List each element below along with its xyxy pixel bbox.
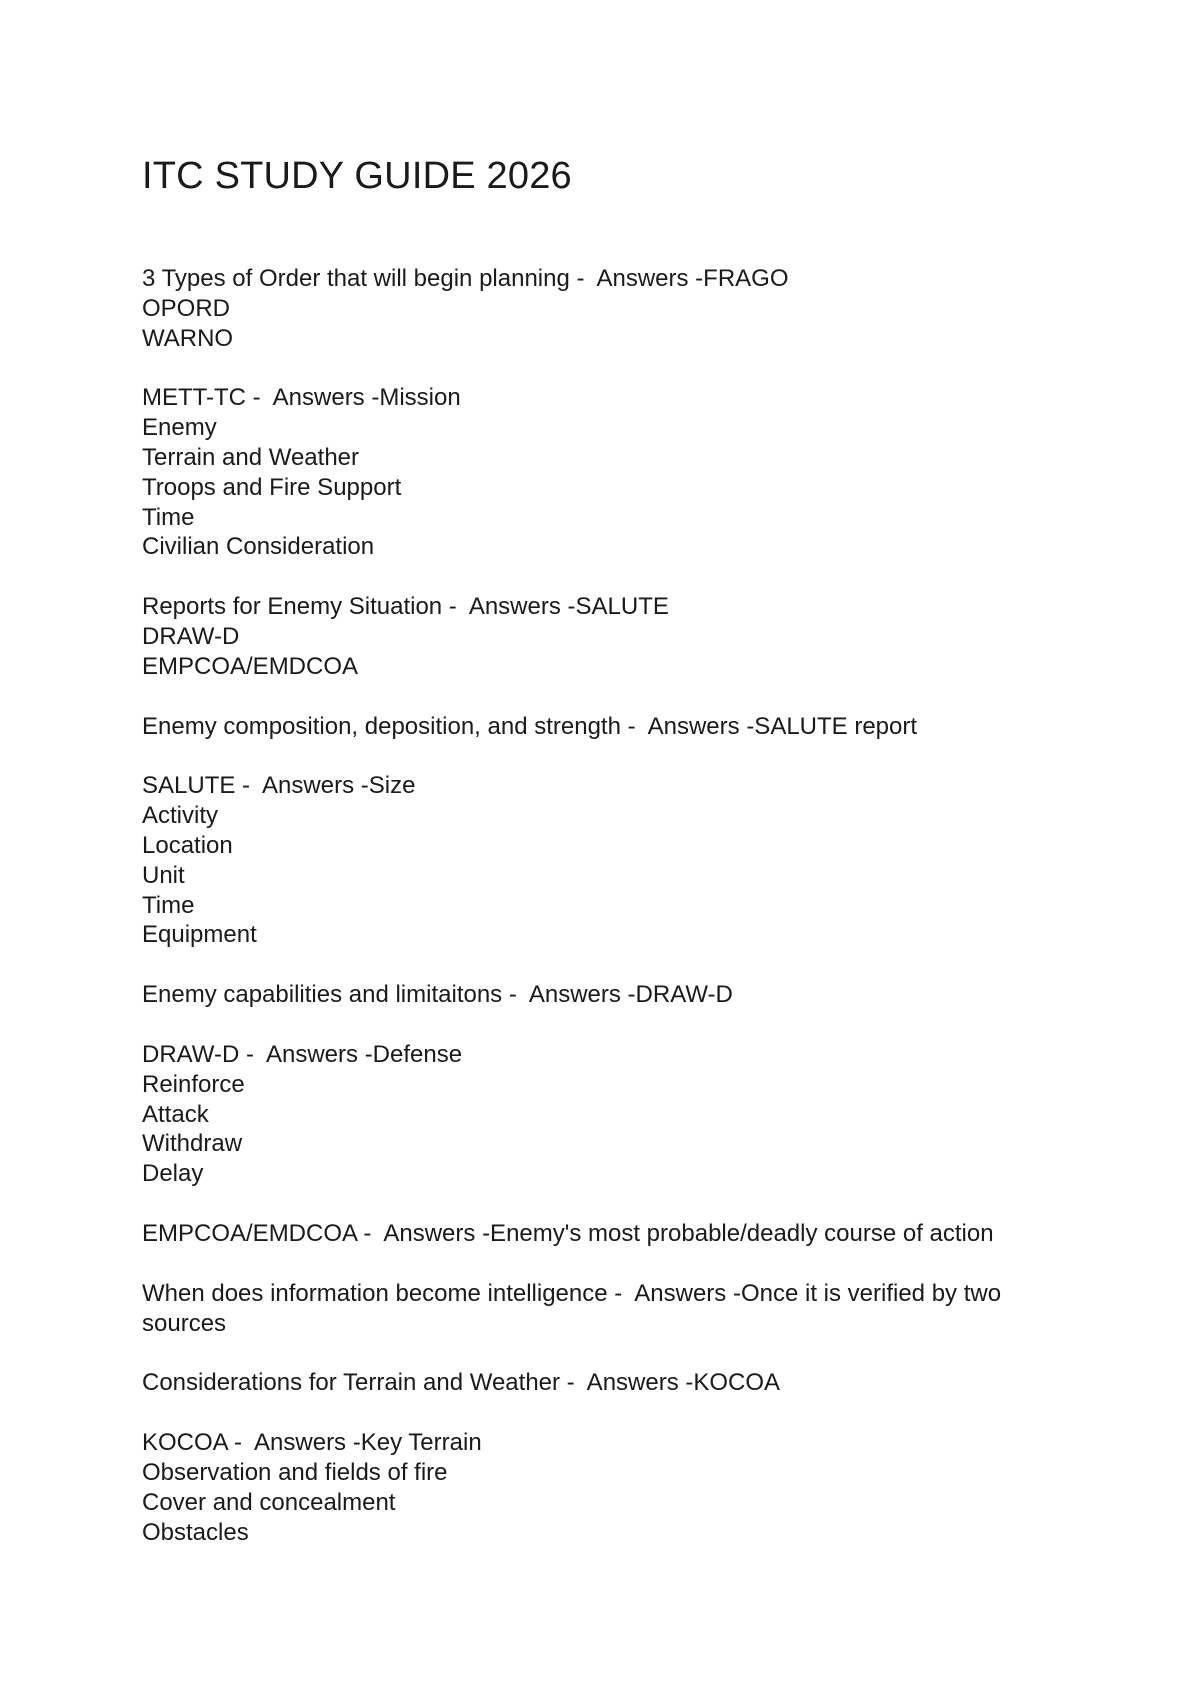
qa-answer-line: Enemy	[142, 414, 217, 442]
document-page	[142, 150, 1042, 1577]
qa-answer-line: Equipment	[142, 921, 257, 949]
qa-answer-line: Unit	[142, 861, 185, 889]
qa-entry	[142, 1279, 1042, 1339]
qa-entry	[142, 980, 1042, 1010]
qa-entry	[142, 1368, 1042, 1398]
qa-question-line: Enemy composition, deposition, and strength - Answers -SALUTE report	[142, 712, 918, 740]
qa-answer-line: Civilian Consideration	[142, 533, 375, 561]
qa-entry	[142, 712, 1042, 742]
qa-question-line: Enemy capabilities and limitaitons - Answers -DRAW-D	[142, 981, 733, 1009]
qa-answer-line: Location	[142, 831, 233, 859]
qa-question-line: Reports for Enemy Situation - Answers -SALUTE	[142, 593, 669, 621]
qa-answer-line: Time	[142, 503, 195, 531]
qa-question-line: SALUTE - Answers -Size	[142, 772, 416, 800]
qa-question-line: Considerations for Terrain and Weather - Answers -KOCOA	[142, 1369, 781, 1397]
qa-question-line: When does information become intelligence - Answers -Once it is verified by two	[142, 1279, 1002, 1307]
document-title: ITC STUDY GUIDE 2026	[142, 155, 572, 197]
qa-entries	[142, 264, 1042, 1547]
qa-entry	[142, 264, 1042, 353]
qa-question-line: 3 Types of Order that will begin planning - Answers -FRAGO	[142, 265, 789, 292]
qa-answer-line: EMPCOA/EMDCOA	[142, 652, 359, 680]
qa-entry	[142, 1040, 1042, 1189]
qa-answer-line: Observation and fields of fire	[142, 1458, 448, 1486]
qa-answer-line: DRAW-D	[142, 622, 240, 650]
qa-answer-line: WARNO	[142, 324, 234, 352]
qa-question-line: KOCOA - Answers -Key Terrain	[142, 1429, 482, 1457]
qa-answer-line: Delay	[142, 1160, 204, 1188]
qa-answer-line: Troops and Fire Support	[142, 473, 402, 501]
qa-answer-line: Withdraw	[142, 1130, 243, 1158]
qa-answer-line: Activity	[142, 802, 219, 830]
qa-answer-line: Terrain and Weather	[142, 443, 360, 471]
qa-answer-line: Cover and concealment	[142, 1488, 396, 1516]
qa-entry	[142, 1428, 1042, 1547]
qa-answer-line: Time	[142, 891, 195, 919]
qa-answer-line: sources	[142, 1309, 227, 1337]
qa-entry	[142, 592, 1042, 681]
qa-answer-line: Obstacles	[142, 1518, 249, 1546]
qa-answer-line: OPORD	[142, 294, 231, 322]
qa-question-line: DRAW-D - Answers -Defense	[142, 1040, 463, 1068]
qa-answer-line: Reinforce	[142, 1070, 245, 1098]
qa-question-line: EMPCOA/EMDCOA - Answers -Enemy's most probable/deadly course of action	[142, 1219, 994, 1247]
qa-entry	[142, 383, 1042, 562]
qa-entry	[142, 1219, 1042, 1249]
qa-answer-line: Attack	[142, 1100, 209, 1128]
qa-question-line: METT-TC - Answers -Mission	[142, 384, 461, 412]
qa-entry	[142, 771, 1042, 950]
